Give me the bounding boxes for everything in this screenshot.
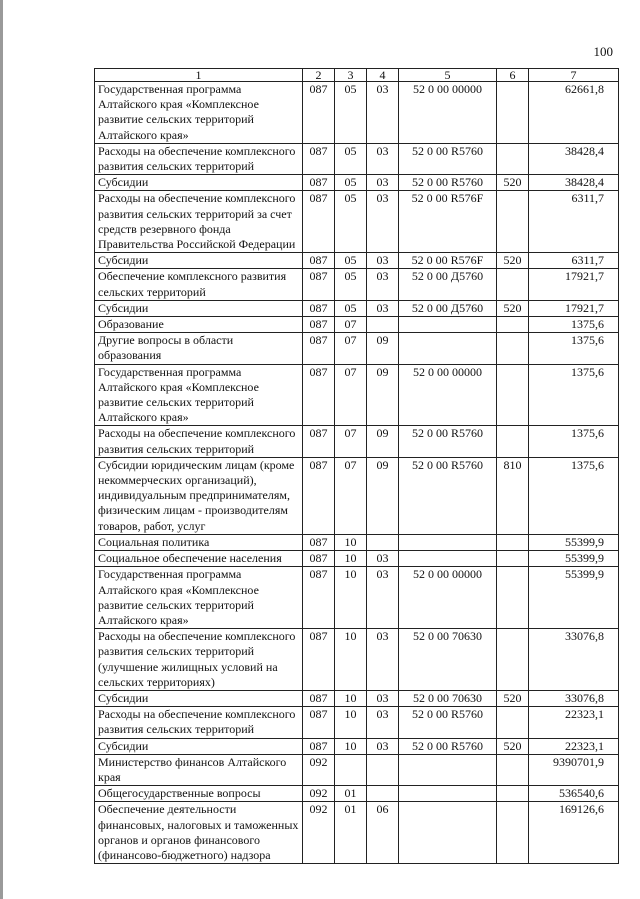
amount: 62661,8 xyxy=(529,82,619,144)
amount: 22323,1 xyxy=(529,707,619,738)
target-article xyxy=(399,534,497,550)
item-name: Государственная программа Алтайского края «Комплексное развитие сельских территорий Алтайского края» xyxy=(95,82,303,144)
target-article: 52 0 00 R5760 xyxy=(399,738,497,754)
subsection-code: 03 xyxy=(367,629,399,691)
item-name: Расходы на обеспечение комплексного развития сельских территорий xyxy=(95,426,303,457)
amount: 1375,6 xyxy=(529,364,619,426)
section-code: 05 xyxy=(335,191,367,253)
amount: 55399,9 xyxy=(529,567,619,629)
subsection-code: 03 xyxy=(367,707,399,738)
header-row xyxy=(95,69,619,82)
item-name: Министерство финансов Алтайского края xyxy=(95,754,303,785)
amount: 33076,8 xyxy=(529,629,619,691)
header-cell: 2 xyxy=(303,69,335,82)
target-article xyxy=(399,551,497,567)
target-article xyxy=(399,754,497,785)
ministry-code: 087 xyxy=(303,175,335,191)
expense-type xyxy=(497,426,529,457)
table-row xyxy=(95,534,619,550)
expense-type xyxy=(497,143,529,174)
target-article: 52 0 00 00000 xyxy=(399,567,497,629)
table-row xyxy=(95,300,619,316)
table-row xyxy=(95,786,619,802)
section-code: 07 xyxy=(335,457,367,534)
subsection-code: 03 xyxy=(367,300,399,316)
ministry-code: 087 xyxy=(303,534,335,550)
amount: 1375,6 xyxy=(529,426,619,457)
amount: 33076,8 xyxy=(529,690,619,706)
item-name: Обеспечение комплексного развития сельских территорий xyxy=(95,269,303,300)
expense-type xyxy=(497,802,529,864)
subsection-code: 09 xyxy=(367,364,399,426)
expense-type xyxy=(497,269,529,300)
subsection-code: 03 xyxy=(367,567,399,629)
section-code: 01 xyxy=(335,802,367,864)
item-name: Субсидии xyxy=(95,253,303,269)
amount: 17921,7 xyxy=(529,300,619,316)
expense-type xyxy=(497,82,529,144)
table-row xyxy=(95,567,619,629)
header-cell: 7 xyxy=(529,69,619,82)
header-cell: 6 xyxy=(497,69,529,82)
expense-type xyxy=(497,707,529,738)
amount: 1375,6 xyxy=(529,333,619,364)
target-article xyxy=(399,786,497,802)
subsection-code: 03 xyxy=(367,738,399,754)
expense-type: 810 xyxy=(497,457,529,534)
expense-type: 520 xyxy=(497,253,529,269)
subsection-code: 03 xyxy=(367,690,399,706)
subsection-code xyxy=(367,786,399,802)
target-article: 52 0 00 70630 xyxy=(399,629,497,691)
table-row xyxy=(95,253,619,269)
target-article: 52 0 00 Д5760 xyxy=(399,300,497,316)
target-article: 52 0 00 R5760 xyxy=(399,707,497,738)
ministry-code: 087 xyxy=(303,567,335,629)
ministry-code: 092 xyxy=(303,754,335,785)
item-name: Государственная программа Алтайского края «Комплексное развитие сельских территорий Алтайского края» xyxy=(95,567,303,629)
table-row xyxy=(95,317,619,333)
budget-table xyxy=(94,68,619,864)
target-article: 52 0 00 R5760 xyxy=(399,143,497,174)
table-row xyxy=(95,551,619,567)
amount: 17921,7 xyxy=(529,269,619,300)
ministry-code: 087 xyxy=(303,82,335,144)
item-name: Обеспечение деятельности финансовых, налоговых и таможенных органов и органов финансового (финансово-бюджетного) надзора xyxy=(95,802,303,864)
ministry-code: 087 xyxy=(303,629,335,691)
ministry-code: 087 xyxy=(303,707,335,738)
target-article xyxy=(399,333,497,364)
target-article: 52 0 00 00000 xyxy=(399,82,497,144)
ministry-code: 087 xyxy=(303,191,335,253)
target-article: 52 0 00 R576F xyxy=(399,253,497,269)
table-row xyxy=(95,802,619,864)
target-article: 52 0 00 R5760 xyxy=(399,175,497,191)
item-name: Социальное обеспечение населения xyxy=(95,551,303,567)
ministry-code: 087 xyxy=(303,333,335,364)
amount: 55399,9 xyxy=(529,551,619,567)
subsection-code: 03 xyxy=(367,551,399,567)
table-row xyxy=(95,333,619,364)
item-name: Образование xyxy=(95,317,303,333)
section-code: 10 xyxy=(335,738,367,754)
header-cell: 5 xyxy=(399,69,497,82)
table-row xyxy=(95,738,619,754)
subsection-code: 03 xyxy=(367,143,399,174)
section-code: 07 xyxy=(335,364,367,426)
table-row xyxy=(95,707,619,738)
scan-edge xyxy=(0,0,3,899)
table-row xyxy=(95,629,619,691)
amount: 6311,7 xyxy=(529,191,619,253)
section-code: 10 xyxy=(335,629,367,691)
subsection-code xyxy=(367,317,399,333)
expense-type xyxy=(497,534,529,550)
section-code: 05 xyxy=(335,253,367,269)
table-row xyxy=(95,269,619,300)
ministry-code: 087 xyxy=(303,143,335,174)
ministry-code: 087 xyxy=(303,690,335,706)
table-row xyxy=(95,143,619,174)
section-code: 01 xyxy=(335,786,367,802)
item-name: Субсидии xyxy=(95,690,303,706)
ministry-code: 092 xyxy=(303,802,335,864)
ministry-code: 087 xyxy=(303,551,335,567)
table-row xyxy=(95,191,619,253)
table-row xyxy=(95,754,619,785)
amount: 1375,6 xyxy=(529,457,619,534)
expense-type xyxy=(497,317,529,333)
section-code: 10 xyxy=(335,534,367,550)
ministry-code: 087 xyxy=(303,364,335,426)
table-row xyxy=(95,82,619,144)
subsection-code: 03 xyxy=(367,82,399,144)
target-article: 52 0 00 Д5760 xyxy=(399,269,497,300)
section-code: 07 xyxy=(335,426,367,457)
subsection-code: 03 xyxy=(367,269,399,300)
table-row xyxy=(95,426,619,457)
amount: 38428,4 xyxy=(529,143,619,174)
item-name: Субсидии xyxy=(95,738,303,754)
ministry-code: 087 xyxy=(303,426,335,457)
section-code: 07 xyxy=(335,317,367,333)
subsection-code: 03 xyxy=(367,191,399,253)
section-code: 05 xyxy=(335,269,367,300)
item-name: Субсидии юридическим лицам (кроме некоммерческих организаций), индивидуальным предпринимателям, физическим лицам - производителям товаров, работ, услуг xyxy=(95,457,303,534)
subsection-code: 06 xyxy=(367,802,399,864)
expense-type: 520 xyxy=(497,738,529,754)
subsection-code: 03 xyxy=(367,175,399,191)
ministry-code: 087 xyxy=(303,738,335,754)
amount: 169126,6 xyxy=(529,802,619,864)
target-article: 52 0 00 00000 xyxy=(399,364,497,426)
table-row xyxy=(95,364,619,426)
expense-type xyxy=(497,364,529,426)
expense-type xyxy=(497,629,529,691)
expense-type xyxy=(497,786,529,802)
target-article: 52 0 00 70630 xyxy=(399,690,497,706)
target-article: 52 0 00 R576F xyxy=(399,191,497,253)
item-name: Субсидии xyxy=(95,300,303,316)
section-code xyxy=(335,754,367,785)
ministry-code: 087 xyxy=(303,253,335,269)
item-name: Общегосударственные вопросы xyxy=(95,786,303,802)
subsection-code: 09 xyxy=(367,333,399,364)
subsection-code: 09 xyxy=(367,457,399,534)
amount: 22323,1 xyxy=(529,738,619,754)
section-code: 10 xyxy=(335,567,367,629)
expense-type: 520 xyxy=(497,690,529,706)
item-name: Расходы на обеспечение комплексного развития сельских территорий xyxy=(95,707,303,738)
subsection-code: 03 xyxy=(367,253,399,269)
ministry-code: 087 xyxy=(303,300,335,316)
table-row xyxy=(95,457,619,534)
ministry-code: 087 xyxy=(303,269,335,300)
expense-type: 520 xyxy=(497,300,529,316)
expense-type: 520 xyxy=(497,175,529,191)
subsection-code xyxy=(367,534,399,550)
target-article: 52 0 00 R5760 xyxy=(399,426,497,457)
ministry-code: 087 xyxy=(303,317,335,333)
ministry-code: 092 xyxy=(303,786,335,802)
section-code: 10 xyxy=(335,551,367,567)
ministry-code: 087 xyxy=(303,457,335,534)
item-name: Расходы на обеспечение комплексного развития сельских территорий за счет средств резервного фонда Правительства Российской Федерации xyxy=(95,191,303,253)
item-name: Государственная программа Алтайского края «Комплексное развитие сельских территорий Алтайского края» xyxy=(95,364,303,426)
amount: 55399,9 xyxy=(529,534,619,550)
amount: 6311,7 xyxy=(529,253,619,269)
amount: 38428,4 xyxy=(529,175,619,191)
page-number: 100 xyxy=(593,44,613,59)
expense-type xyxy=(497,333,529,364)
section-code: 05 xyxy=(335,300,367,316)
item-name: Другие вопросы в области образования xyxy=(95,333,303,364)
subsection-code: 09 xyxy=(367,426,399,457)
section-code: 05 xyxy=(335,143,367,174)
target-article xyxy=(399,317,497,333)
header-cell: 4 xyxy=(367,69,399,82)
item-name: Расходы на обеспечение комплексного развития сельских территорий xyxy=(95,143,303,174)
expense-type xyxy=(497,191,529,253)
section-code: 07 xyxy=(335,333,367,364)
subsection-code xyxy=(367,754,399,785)
table-row xyxy=(95,690,619,706)
section-code: 10 xyxy=(335,690,367,706)
item-name: Субсидии xyxy=(95,175,303,191)
amount: 536540,6 xyxy=(529,786,619,802)
section-code: 05 xyxy=(335,175,367,191)
header-cell: 1 xyxy=(95,69,303,82)
section-code: 05 xyxy=(335,82,367,144)
amount: 9390701,9 xyxy=(529,754,619,785)
expense-type xyxy=(497,551,529,567)
target-article xyxy=(399,802,497,864)
table-row xyxy=(95,175,619,191)
amount: 1375,6 xyxy=(529,317,619,333)
header-cell: 3 xyxy=(335,69,367,82)
expense-type xyxy=(497,754,529,785)
target-article: 52 0 00 R5760 xyxy=(399,457,497,534)
section-code: 10 xyxy=(335,707,367,738)
item-name: Расходы на обеспечение комплексного развития сельских территорий (улучшение жилищных условий на сельских территориях) xyxy=(95,629,303,691)
item-name: Социальная политика xyxy=(95,534,303,550)
expense-type xyxy=(497,567,529,629)
